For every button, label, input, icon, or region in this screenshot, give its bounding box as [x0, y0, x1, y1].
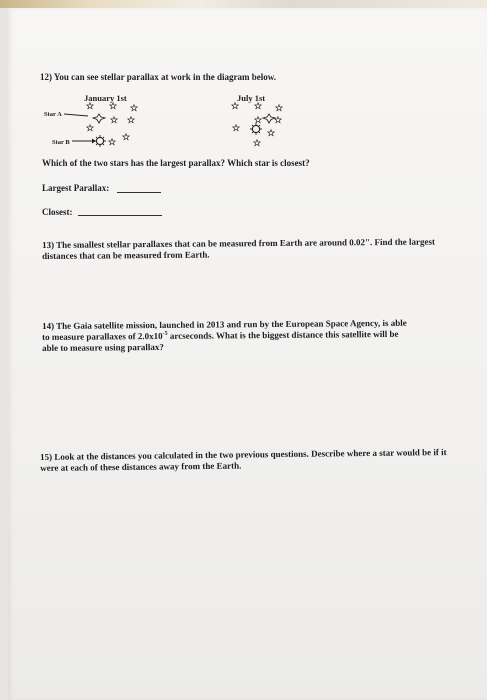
question-12-prompt: 12) You can see stellar parallax at work in the diagram below. — [40, 72, 276, 82]
star-b-july-position — [250, 123, 262, 135]
largest-parallax-answer-line[interactable] — [117, 192, 161, 193]
label-january: January 1st — [84, 93, 127, 103]
largest-parallax-label: Largest Parallax: — [42, 183, 110, 193]
question-14-exponent: -5 — [162, 330, 168, 337]
label-july: July 1st — [237, 93, 266, 103]
question-12-which-star: Which of the two stars has the largest parallax? Which star is closest? — [42, 158, 310, 168]
july-background-stars — [232, 103, 283, 146]
question-15: 15) Look at the distances you calculated in the two previous questions. Describe where a star would be if it were at each of these distances away from the Earth. — [40, 447, 447, 473]
question-14-value-suffix: arcseconds. What is the biggest distance this satellite will be — [167, 328, 399, 341]
question-14-line-1: 14) The Gaia satellite mission, launched in 2013 and run by the European Space Agency, is able — [42, 317, 407, 331]
label-star-b: Star B — [52, 139, 70, 146]
label-star-a: Star A — [44, 111, 62, 118]
star-a-july-position — [263, 114, 275, 123]
closest-answer-line[interactable] — [78, 215, 162, 216]
january-background-stars — [87, 103, 138, 145]
question-13: 13) The smallest stellar parallaxes that can be measured from Earth are around 0.02". Find the largest distances that can be measured from Earth. — [42, 236, 436, 261]
closest-label: Closest: — [42, 207, 73, 217]
star-a-january-position — [64, 114, 105, 123]
star-b-january-position — [72, 135, 106, 147]
question-14-value-prefix: to measure parallaxes of 2.0x10 — [42, 330, 163, 342]
question-14-line-3: able to measure using parallax? — [42, 341, 164, 353]
